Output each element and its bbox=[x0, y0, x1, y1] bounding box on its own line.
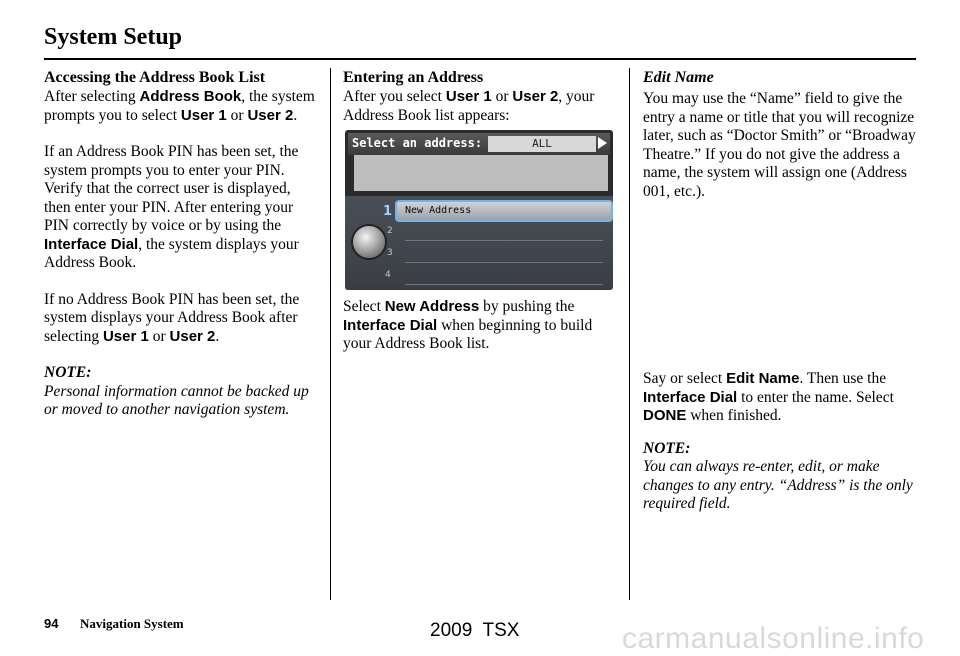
text: Select bbox=[343, 298, 385, 315]
note-label: NOTE: bbox=[44, 364, 92, 381]
page-number: 94 bbox=[44, 616, 59, 631]
text: , the system displays your Address Book. bbox=[44, 235, 299, 271]
column-divider-1 bbox=[330, 68, 331, 600]
note-label: NOTE: bbox=[643, 439, 691, 457]
screen-header bbox=[348, 133, 610, 155]
model-label: 2009 TSX bbox=[430, 620, 520, 641]
list-row-divider bbox=[405, 240, 603, 241]
screen-info-box bbox=[354, 155, 608, 191]
para-accessing-3 bbox=[44, 291, 320, 347]
column-entering bbox=[343, 68, 619, 125]
text: when finished. bbox=[686, 407, 782, 424]
para-entering-1 bbox=[343, 88, 619, 125]
keyword-user-1: User 1 bbox=[445, 88, 492, 105]
note-text: Personal information cannot be backed up or moved to another navigation system. bbox=[44, 382, 309, 418]
list-number: 1 bbox=[383, 204, 393, 219]
heading-entering: Entering an Address bbox=[343, 69, 484, 86]
text: or bbox=[226, 106, 248, 124]
interface-dial-icon bbox=[351, 224, 387, 260]
text: . bbox=[293, 106, 298, 124]
text: After you select bbox=[343, 88, 446, 105]
footer-label: Navigation System bbox=[80, 616, 184, 631]
column-entering-lower bbox=[343, 298, 619, 372]
keyword-user-1: User 1 bbox=[102, 327, 149, 345]
heading-accessing: Accessing the Address Book List bbox=[44, 69, 266, 86]
heading-edit-name: Edit Name bbox=[643, 69, 714, 86]
column-divider-2 bbox=[629, 68, 630, 600]
screen-filter-all: ALL bbox=[488, 136, 596, 152]
keyword-address-book: Address Book bbox=[139, 88, 242, 105]
screen-item-new-address: New Address bbox=[395, 200, 613, 222]
keyword-interface-dial: Interface Dial bbox=[44, 235, 139, 253]
text: or bbox=[491, 88, 513, 105]
list-number: 3 bbox=[387, 248, 393, 258]
list-number: 2 bbox=[387, 226, 393, 236]
title-rule bbox=[44, 58, 916, 60]
keyword-user-2: User 2 bbox=[247, 106, 294, 124]
keyword-done: DONE bbox=[643, 407, 687, 424]
keyword-interface-dial: Interface Dial bbox=[343, 316, 438, 334]
keyword-user-2: User 2 bbox=[169, 327, 216, 345]
column-edit-name bbox=[643, 68, 919, 219]
note-text: You can always re-enter, edit, or make changes to any entry. “Address” is the only required field. bbox=[643, 458, 913, 512]
column-accessing bbox=[44, 68, 320, 420]
para-accessing-2 bbox=[44, 143, 320, 273]
list-row-divider bbox=[405, 262, 603, 263]
para-edit-name-1: You may use the “Name” field to give the entry a name or title that you will recognize later, such as “Doctor Smith” or “Broadway Theatre.” If you do not give the address a name, the system will assign one (Address 001, etc.). bbox=[643, 90, 916, 200]
keyword-edit-name: Edit Name bbox=[726, 370, 800, 387]
list-number: 4 bbox=[385, 270, 391, 280]
text: by pushing the bbox=[479, 298, 575, 315]
text: , your Address Book list appears: bbox=[343, 88, 595, 124]
text: , the system prompts you to select bbox=[44, 88, 315, 124]
text: or bbox=[148, 327, 170, 345]
arrow-right-icon bbox=[598, 137, 607, 149]
keyword-interface-dial: Interface Dial bbox=[643, 388, 738, 406]
keyword-user-1: User 1 bbox=[180, 106, 227, 124]
para-accessing-1 bbox=[44, 88, 320, 125]
keyword-new-address: New Address bbox=[384, 298, 480, 315]
text: to enter the name. Select bbox=[737, 388, 894, 406]
screen-prompt: Select an address: bbox=[352, 136, 483, 150]
text: If no Address Book PIN has been set, the system displays your Address Book after selecting bbox=[44, 290, 300, 345]
text: . bbox=[215, 327, 220, 345]
text: After selecting bbox=[44, 88, 140, 105]
text: Say or select bbox=[643, 370, 727, 387]
list-row-divider bbox=[405, 284, 603, 285]
navigation-screen-image bbox=[345, 130, 613, 290]
text: . Then use the bbox=[799, 370, 887, 387]
page-title: System Setup bbox=[44, 24, 183, 50]
para-edit-name-2 bbox=[643, 370, 919, 426]
keyword-user-2: User 2 bbox=[512, 88, 559, 105]
watermark: carmanualsonline.info bbox=[622, 622, 925, 655]
text: If an Address Book PIN has been set, the system prompts you to enter your PIN. Verify that the correct user is displayed, then enter your PIN. After entering your PIN correctly by voice or by using the bbox=[44, 143, 299, 234]
para-entering-2 bbox=[343, 298, 619, 354]
column-edit-name-lower bbox=[643, 370, 919, 514]
text: when beginning to build your Address Book list. bbox=[343, 316, 593, 352]
